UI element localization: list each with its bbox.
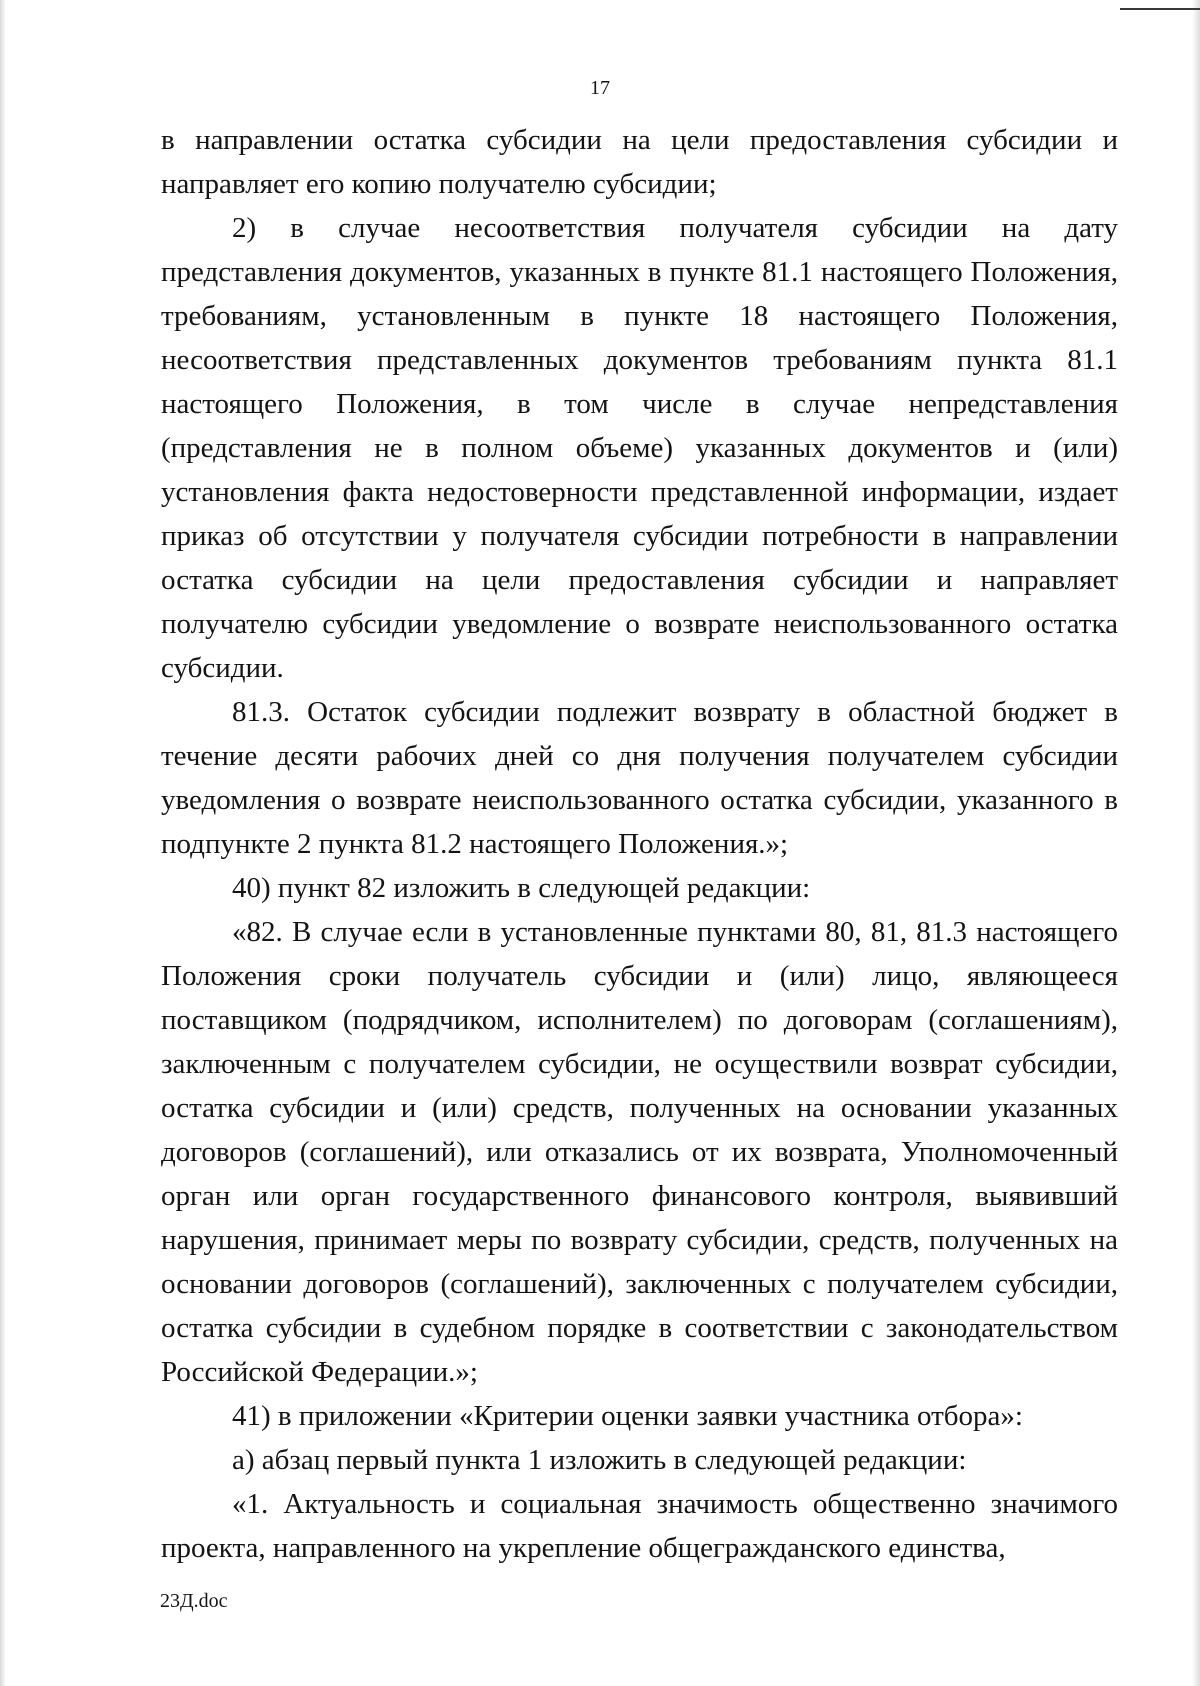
paragraph: 41) в приложении «Критерии оценки заявки участника отбора»: — [232, 1400, 1023, 1432]
paragraph: 81.3. Остаток субсидии подлежит возврату в областной бюджет в течение десяти рабочих дней со дня получения получателем субсидии уведомления о возврате неиспользованного остатка субсидии, указанного в подпункте 2 пункта 81.2 настоящего Положения.»; — [161, 696, 1118, 860]
paragraph: «82. В случае если в установленные пунктами 80, 81, 81.3 настоящего Положения сроки получатель субсидии и (или) лицо, являющееся поставщиком (подрядчиком, исполнителем) по договорам (соглашениям), заключенным с получателем субсидии, не осуществили возврат субсидии, остатка субсидии и (или) средств, полученных на основании указанных договоров (соглашений), или отказались от их возврата, Уполномоченный орган или орган государственного финансового контроля, выявивший нарушения, принимает меры по возврату субсидии, средств, полученных на основании договоров (соглашений), заключенных с получателем субсидии, остатка субсидии в судебном порядке в соответствии с законодательством Российской Федерации.»; — [161, 916, 1118, 1388]
scan-edge-left — [0, 0, 6, 1686]
body-text — [161, 118, 1118, 1570]
paragraph: а) абзац первый пункта 1 изложить в следующей редакции: — [232, 1444, 967, 1476]
paragraph: 40) пункт 82 изложить в следующей редакции: — [232, 872, 811, 904]
paragraph: в направлении остатка субсидии на цели предоставления субсидии и направляет его копию получателю субсидии; — [161, 124, 1118, 200]
paragraph: 2) в случае несоответствия получателя субсидии на дату представления документов, указанных в пункте 81.1 настоящего Положения, требованиям, установленным в пункте 18 настоящего Положения, несоответствия представленных документов требованиям пункта 81.1 настоящего Положения, в том числе в случае непредставления (представления не в полном объеме) указанных документов и (или) установления факта недостоверности представленной информации, издает приказ об отсутствии у получателя субсидии потребности в направлении остатка субсидии на цели предоставления субсидии и направляет получателю субсидии уведомление о возврате неиспользованного остатка субсидии. — [161, 212, 1118, 684]
scan-edge-right — [1192, 0, 1200, 1686]
page-number: 17 — [590, 77, 610, 99]
paragraph: «1. Актуальность и социальная значимость общественно значимого проекта, направленного на укрепление общегражданского единства, — [161, 1488, 1118, 1564]
footer-filename: 23Д.doc — [160, 1590, 228, 1612]
scan-corner-mark — [1120, 8, 1200, 10]
